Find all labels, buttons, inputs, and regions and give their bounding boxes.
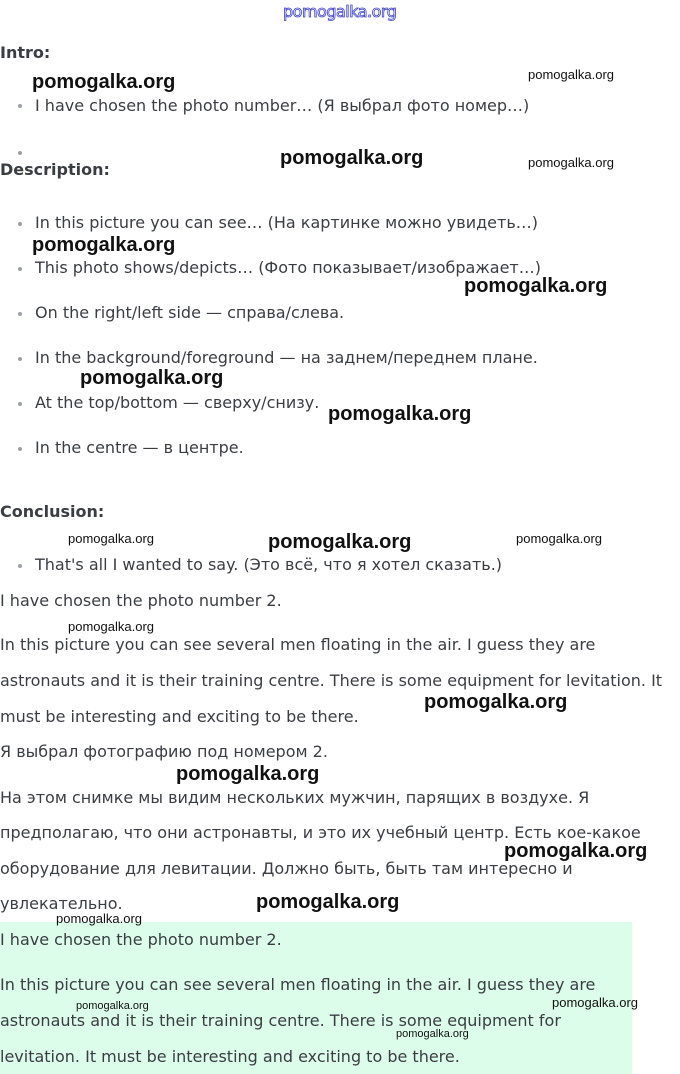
watermark: pomogalka.org	[280, 147, 424, 169]
bullet-dot	[18, 402, 22, 406]
watermark: pomogalka.org	[552, 995, 638, 1010]
watermark: pomogalka.org	[528, 155, 614, 170]
bullet-dot	[18, 151, 22, 155]
answer-ru-line: предполагаю, что они астронавты, и это их учебный центр. Есть кое-какое	[0, 823, 641, 842]
watermark: pomogalka.org	[76, 1000, 149, 1012]
list-item: That's all I wanted to say. (Это всё, что я хотел сказать.)	[35, 555, 503, 574]
watermark: pomogalka.org	[68, 531, 154, 546]
answer-en-line: I have chosen the photo number 2.	[0, 591, 282, 610]
section-heading-description: Description:	[0, 160, 110, 179]
list-item: I have chosen the photo number… (Я выбрал фото номер…)	[35, 96, 530, 115]
watermark: pomogalka.org	[424, 691, 568, 713]
bullet-dot	[18, 104, 22, 108]
answer-ru-line: Я выбрал фотографию под номером 2.	[0, 742, 328, 761]
bullet-dot	[18, 564, 22, 568]
answer-highlight-line: In this picture you can see several men floating in the air. I guess they are	[0, 975, 596, 994]
answer-highlight-line: levitation. It must be interesting and exciting to be there.	[0, 1047, 460, 1066]
answer-highlight-line: I have chosen the photo number 2.	[0, 930, 282, 949]
list-item: In the centre — в центре.	[35, 438, 244, 457]
watermark: pomogalka.org	[80, 367, 224, 389]
watermark: pomogalka.org	[68, 619, 154, 634]
watermark: pomogalka.org	[176, 763, 320, 785]
site-watermark-header: pomogalka.org	[283, 2, 397, 21]
answer-en-line: must be interesting and exciting to be there.	[0, 707, 359, 726]
watermark: pomogalka.org	[256, 891, 400, 913]
list-item: On the right/left side — справа/слева.	[35, 303, 345, 322]
watermark: pomogalka.org	[504, 840, 648, 862]
watermark: pomogalka.org	[396, 1028, 469, 1040]
bullet-dot	[18, 447, 22, 451]
bullet-dot	[18, 357, 22, 361]
list-item: At the top/bottom — сверху/снизу.	[35, 393, 320, 412]
watermark: pomogalka.org	[32, 234, 176, 256]
watermark: pomogalka.org	[528, 67, 614, 82]
list-item: In the background/foreground — на заднем/переднем плане.	[35, 348, 538, 367]
watermark: pomogalka.org	[464, 275, 608, 297]
section-heading-conclusion: Conclusion:	[0, 502, 105, 521]
watermark: pomogalka.org	[328, 403, 472, 425]
watermark: pomogalka.org	[268, 531, 412, 553]
bullet-dot	[18, 222, 22, 226]
watermark: pomogalka.org	[516, 531, 602, 546]
watermark: pomogalka.org	[32, 71, 176, 93]
bullet-dot	[18, 312, 22, 316]
answer-ru-line: На этом снимке мы видим нескольких мужчин, парящих в воздухе. Я	[0, 788, 590, 807]
list-item: In this picture you can see… (На картинке можно увидеть…)	[35, 213, 538, 232]
bullet-dot	[18, 267, 22, 271]
list-item: This photo shows/depicts… (Фото показывает/изображает…)	[35, 258, 541, 277]
answer-en-line: astronauts and it is their training centre. There is some equipment for levitation. It	[0, 671, 663, 690]
answer-highlight-line: astronauts and it is their training centre. There is some equipment for	[0, 1011, 561, 1030]
answer-ru-line: оборудование для левитации. Должно быть, быть там интересно и	[0, 859, 573, 878]
section-heading-intro: Intro:	[0, 43, 51, 62]
watermark: pomogalka.org	[56, 911, 142, 926]
answer-en-line: In this picture you can see several men floating in the air. I guess they are	[0, 635, 596, 654]
answer-ru-line: увлекательно.	[0, 894, 123, 913]
